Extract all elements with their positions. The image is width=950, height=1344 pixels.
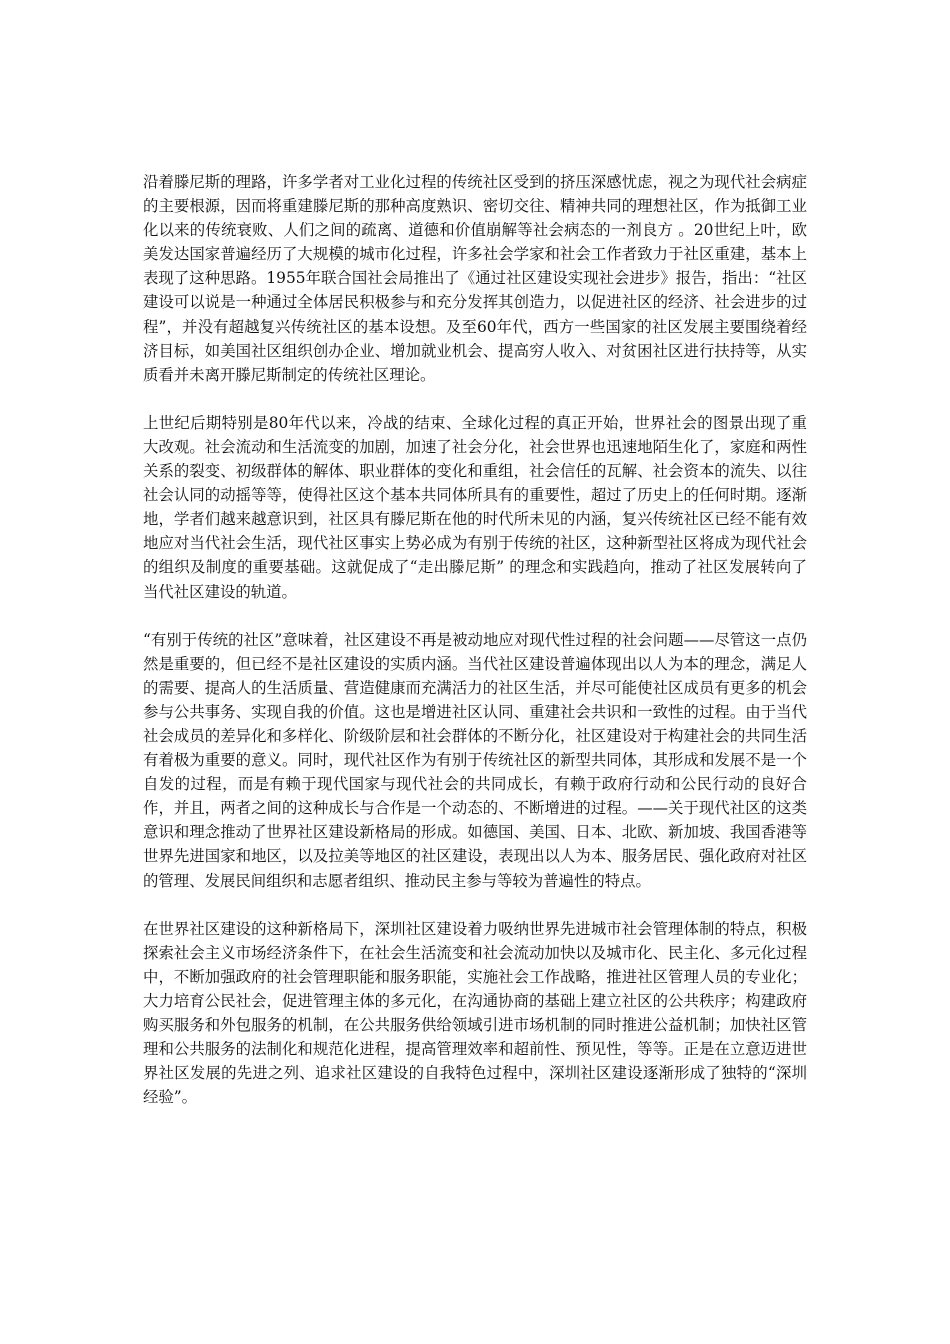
paragraph-modern-community: “有别于传统的社区”意味着，社区建设不再是被动地应对现代性过程的社会问题——尽管这一点仍然是重要的，但已经不是社区建设的实质内涵。当代社区建设普遍体现出以人为本的理念，满足人的需要、提高人的生活质量、营造健康而充满活力的社区生活，并尽可能使社区成员有更多的机会参与公共事务、实现自我的价值。这也是增进社区认同、重建社会共识和一致性的过程。由于当代社会成员的差异化和多样化、阶级阶层和社会群体的不断分化，社区建设对于构建社会的共同生活有着极为重要的意义。同时，现代社区作为有别于传统社区的新型共同体，其形成和发展不是一个自发的过程，而是有赖于现代国家与现代社会的共同成长，有赖于政府行动和公民行动的良好合作，并且，两者之间的这种成长与合作是一个动态的、不断增进的过程。——关于现代社区的这类意识和理念推动了世界社区建设新格局的形成。如德国、美国、日本、北欧、新加坡、我国香港等世界先进国家和地区，以及拉美等地区的社区建设，表现出以人为本、服务居民、强化政府对社区的管理、发展民间组织和志愿者组织、推动民主参与等较为普遍性的特点。 — [143, 630, 807, 890]
paragraph-shenzhen-experience: 在世界社区建设的这种新格局下，深圳社区建设着力吸纳世界先进城市社会管理体制的特点，积极探索社会主义市场经济条件下，在社会生活流变和社会流动加快以及城市化、民主化、多元化过程中，不断加强政府的社会管理职能和服务职能，实施社会工作战略，推进社区管理人员的专业化；大力培育公民社会，促进管理主体的多元化，在沟通协商的基础上建立社区的公共秩序；构建政府购买服务和外包服务的机制，在公共服务供给领域引进市场机制的同时推进公益机制；加快社区管理和公共服务的法制化和规范化进程，提高管理效率和超前性、预见性，等等。正是在立意迈进世界社区发展的先进之列、追求社区建设的自我特色过程中，深圳社区建设逐渐形成了独特的“深圳经验”。 — [143, 919, 807, 1107]
paragraph-late-century-change: 上世纪后期特别是80年代以来，冷战的结束、全球化过程的真正开始，世界社会的图景出现了重大改观。社会流动和生活流变的加剧，加速了社会分化，社会世界也迅速地陌生化了，家庭和两性关系的裂变、初级群体的解体、职业群体的变化和重组，社会信任的瓦解、社会资本的流失、以往社会认同的动摇等等，使得社区这个基本共同体所具有的重要性，超过了历史上的任何时期。逐渐地，学者们越来越意识到，社区具有滕尼斯在他的时代所未见的内涵，复兴传统社区已经不能有效地应对当代社会生活，现代社区事实上势必成为有别于传统的社区，这种新型社区将成为现代社会的组织及制度的重要基础。这就促成了“走出滕尼斯” 的理念和实践趋向，推动了社区发展转向了当代社区建设的轨道。 — [143, 413, 807, 601]
document-body — [143, 170, 807, 1133]
paragraph-tonnies-tradition: 沿着滕尼斯的理路，许多学者对工业化过程的传统社区受到的挤压深感忧虑，视之为现代社会病症的主要根源，因而将重建滕尼斯的那种高度熟识、密切交往、精神共同的理想社区，作为抵御工业化以来的传统衰败、人们之间的疏离、道德和价值崩解等社会病态的一剂良方 。20世纪上叶，欧美发达国家普遍经历了大规模的城市化过程，许多社会学家和社会工作者致力于社区重建，基本上表现了这种思路。1955年联合国社会局推出了《通过社区建设实现社会进步》报告，指出：“社区建设可以说是一种通过全体居民积极参与和充分发挥其创造力，以促进社区的经济、社会进步的过程”，并没有超越复兴传统社区的基本设想。及至60年代，西方一些国家的社区发展主要围绕着经济目标，如美国社区组织创办企业、增加就业机会、提高穷人收入、对贫困社区进行扶持等，从实质看并未离开滕尼斯制定的传统社区理论。 — [143, 173, 807, 384]
